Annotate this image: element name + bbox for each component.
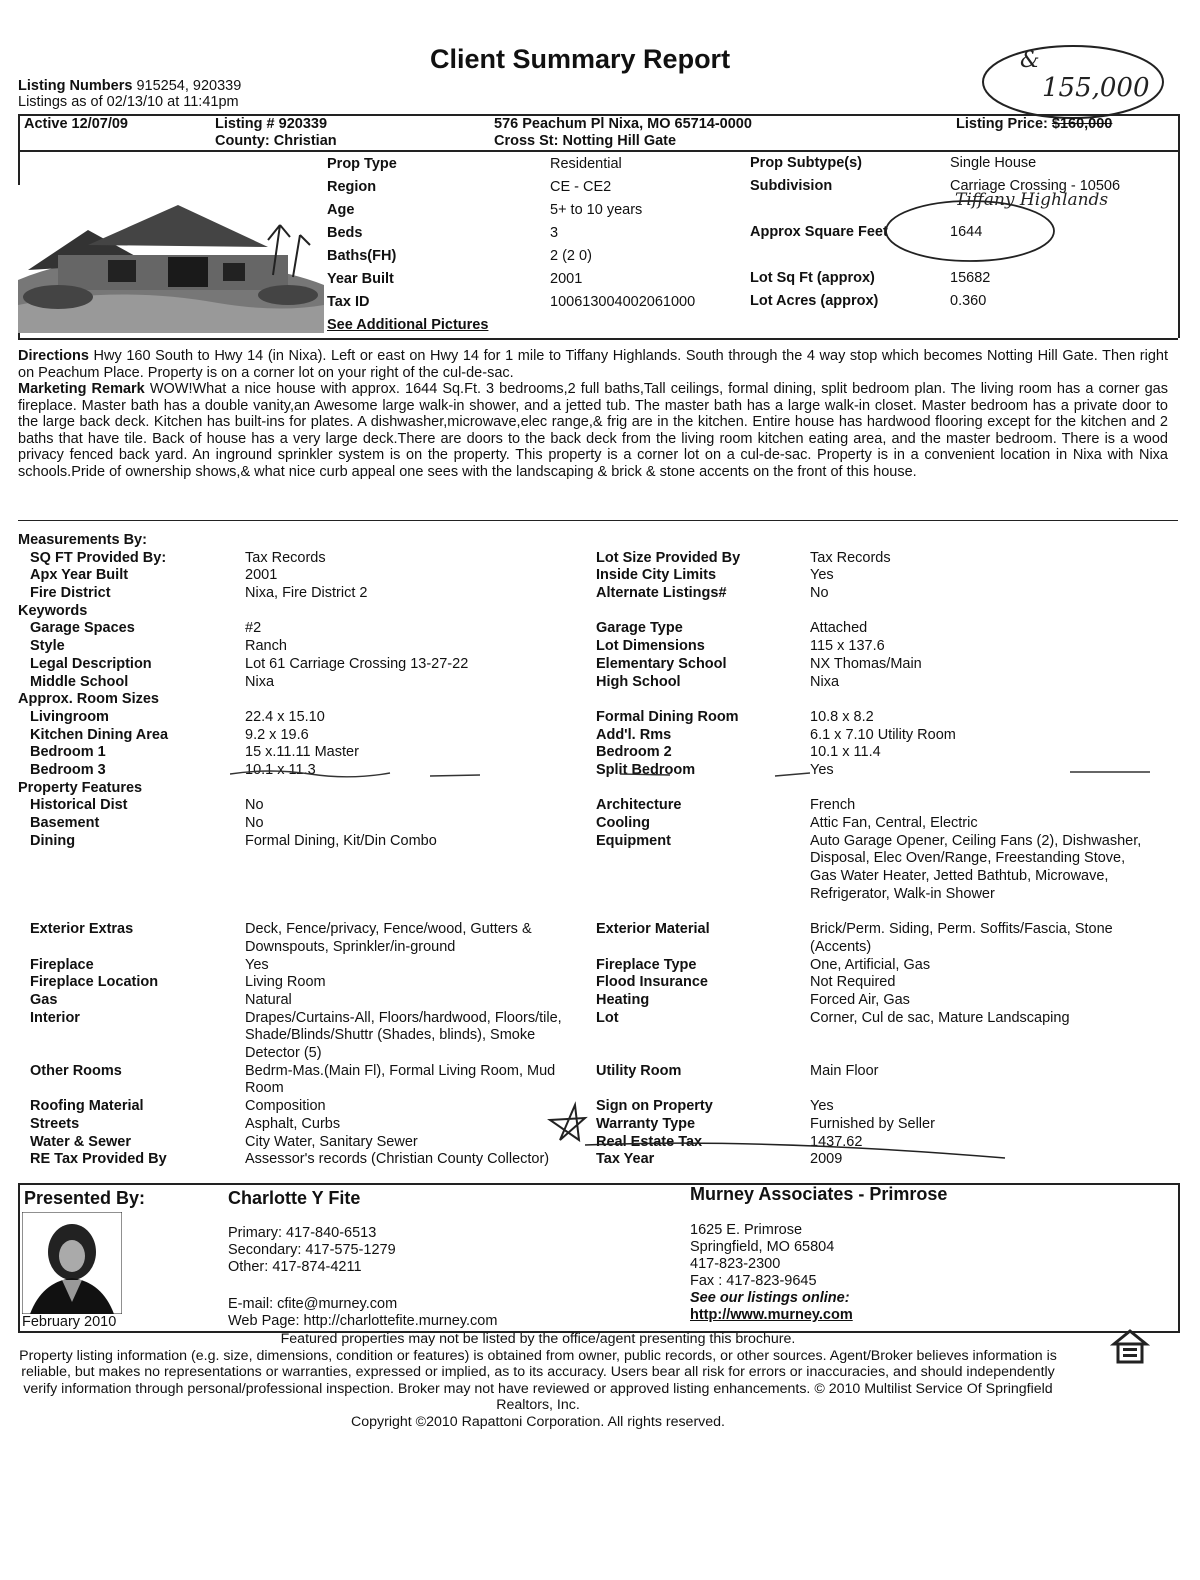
beds-label: Beds [327, 225, 363, 241]
listings-as-of: Listings as of 02/13/10 at 11:41pm [18, 94, 239, 110]
left-value: 2001 [245, 567, 278, 584]
left-value: No [245, 797, 264, 814]
agent-web-link[interactable]: Web Page: http://charlottefite.murney.com [228, 1313, 498, 1329]
left-value: Drapes/Curtains-All, Floors/hardwood, Floors/tile, Shade/Blinds/Shuttr (Shades, blinds), Smoke Detector (5) [245, 1009, 562, 1062]
right-value: Auto Garage Opener, Ceiling Fans (2), Dishwasher, Disposal, Elec Oven/Range, Freestanding Stove, Gas Water Heater, Jetted Bathtub, Microwave, Refrigerator, Walk-in Shower [810, 832, 1142, 902]
left-value: City Water, Sanitary Sewer [245, 1133, 418, 1150]
company-phone: 417-823-2300 [690, 1256, 781, 1272]
left-row [18, 1116, 578, 1134]
handwritten-underline [230, 761, 1180, 780]
left-label: Kitchen Dining Area [30, 726, 169, 743]
right-value: French [810, 797, 856, 814]
right-row [596, 532, 1176, 550]
listing-status: Active 12/07/09 [24, 116, 128, 132]
house-photo[interactable] [18, 185, 324, 333]
left-label: Garage Spaces [30, 620, 135, 637]
report-title: Client Summary Report [430, 44, 731, 74]
overview-spacer-2 [750, 244, 888, 267]
left-label: Livingroom [30, 708, 109, 725]
left-value: 22.4 x 15.10 [245, 708, 325, 725]
left-row [18, 957, 578, 975]
right-row [596, 585, 1176, 603]
region-value: CE - CE2 [550, 179, 612, 195]
right-value: 6.1 x 7.10 Utility Room [810, 726, 956, 743]
prop-subtype-value: Single House [950, 155, 1037, 171]
left-label: Streets [30, 1115, 80, 1132]
lot-sqft-value: 15682 [950, 270, 991, 286]
right-row [596, 603, 1176, 621]
handwritten-sqft-circle [880, 195, 1060, 267]
company-address [690, 1222, 853, 1324]
right-label: Heating [596, 991, 650, 1008]
right-value: 2009 [810, 1151, 843, 1168]
overview-left-values [550, 153, 695, 314]
right-row [596, 744, 1176, 762]
left-label: Middle School [30, 673, 129, 690]
marketing-remark [18, 381, 1168, 480]
footer-copyright: Copyright ©2010 Rapattoni Corporation. All rights reserved. [350, 1414, 725, 1430]
left-label: Approx. Room Sizes [18, 691, 159, 708]
photo-date: February 2010 [22, 1314, 117, 1330]
left-value: 9.2 x 19.6 [245, 726, 309, 743]
right-value: No [810, 585, 829, 602]
left-label: Style [30, 638, 65, 655]
right-value: Furnished by Seller [810, 1115, 935, 1132]
left-row [18, 1134, 578, 1152]
left-label: Property Features [18, 779, 143, 796]
right-value: 10.1 x 11.4 [810, 744, 881, 761]
right-value: Yes [810, 761, 834, 778]
right-value: Attic Fan, Central, Electric [810, 815, 978, 831]
right-label: Utility Room [596, 1062, 682, 1079]
prop-type-label: Prop Type [327, 156, 397, 172]
left-value: Composition [245, 1098, 326, 1115]
listing-price-value: $160,000 [1051, 116, 1113, 132]
right-value: Forced Air, Gas [810, 991, 910, 1008]
left-row [18, 1063, 578, 1098]
right-row [596, 797, 1176, 815]
overview-spacer [750, 198, 888, 221]
left-label: RE Tax Provided By [30, 1151, 167, 1168]
right-label: Add'l. Rms [596, 726, 672, 743]
baths-value: 2 (2 0) [550, 248, 592, 264]
overview-bottom-rule [18, 338, 1178, 340]
right-value: One, Artificial, Gas [810, 956, 931, 973]
right-label: Lot Dimensions [596, 638, 705, 655]
right-row [596, 780, 1176, 798]
left-label: Keywords [18, 602, 88, 619]
remarks-bottom-rule [18, 520, 1178, 521]
right-row [596, 567, 1176, 585]
left-label: SQ FT Provided By: [30, 549, 167, 566]
left-value: Asphalt, Curbs [245, 1115, 341, 1132]
directions [18, 348, 1168, 381]
directions-label: Directions [18, 348, 89, 364]
agent-photo [22, 1212, 122, 1314]
left-row [18, 815, 578, 833]
right-label: Lot [596, 1009, 619, 1026]
lot-acres-label: Lot Acres (approx) [750, 293, 879, 309]
left-row [18, 550, 578, 568]
agent-contact [228, 1296, 497, 1330]
right-label: Fireplace Type [596, 956, 697, 973]
left-label: Apx Year Built [30, 567, 129, 584]
right-value: Main Floor [810, 1062, 879, 1079]
left-row [18, 974, 578, 992]
right-value: Nixa [810, 673, 840, 690]
left-row [18, 691, 578, 709]
tax-id-value: 100613004002061000 [550, 294, 696, 310]
right-label: Split Bedroom [596, 761, 696, 778]
right-row [596, 674, 1176, 692]
right-label: Real Estate Tax [596, 1133, 703, 1150]
see-listings-label: See our listings online: [690, 1290, 850, 1306]
year-built-label: Year Built [327, 271, 394, 287]
right-label: Formal Dining Room [596, 708, 739, 725]
year-built-value: 2001 [550, 271, 583, 287]
see-additional-pictures-link[interactable]: See Additional Pictures [327, 317, 489, 333]
left-value: Nixa [245, 673, 275, 690]
left-row [18, 921, 578, 956]
tax-id-label: Tax ID [327, 294, 370, 310]
lot-sqft-label: Lot Sq Ft (approx) [750, 270, 875, 286]
right-row [596, 727, 1176, 745]
left-row [18, 567, 578, 585]
right-row [596, 620, 1176, 638]
left-value: No [245, 815, 264, 831]
left-row [18, 620, 578, 638]
right-row [596, 656, 1176, 674]
equal-housing-icon [1110, 1326, 1150, 1366]
right-row [596, 815, 1176, 833]
left-row [18, 797, 578, 815]
agent-other-phone: Other: 417-874-4211 [228, 1259, 362, 1275]
right-value: Corner, Cul de sac, Mature Landscaping [810, 1009, 1070, 1026]
left-row [18, 744, 578, 762]
right-value: Not Required [810, 974, 896, 991]
left-label: Roofing Material [30, 1098, 144, 1115]
right-label: Sign on Property [596, 1098, 713, 1115]
listing-number: Listing # 920339 [215, 116, 328, 132]
right-label: Garage Type [596, 620, 683, 637]
footer-disclaimer: Property listing information (e.g. size, dimensions, condition or features) is obtained from owner, public records, or other sources. Agent/Broker believes information is reliable, but makes no representations or warranties, expressed or implied, as to its accuracy. Users bear all risk for errors or inaccuracies, and should independently verify information through personal/professional inspection. Broker may not have reviewed or approved listing enhancements. © 2010 Multilist Service Of Springfield Realtors, Inc. [19, 1348, 1057, 1413]
age-label: Age [327, 202, 355, 218]
right-value: 10.8 x 8.2 [810, 708, 874, 725]
right-row [596, 550, 1176, 568]
subdivision-label: Subdivision [750, 178, 833, 194]
left-row [18, 992, 578, 1010]
left-row [18, 780, 578, 798]
left-label: Bedroom 3 [30, 761, 106, 778]
right-label: Flood Insurance [596, 974, 708, 991]
agent-secondary-phone: Secondary: 417-575-1279 [228, 1242, 396, 1258]
listing-numbers-label: Listing Numbers [18, 78, 133, 94]
left-value: 10.1 x 11.3 [245, 761, 316, 778]
left-value: Tax Records [245, 549, 326, 566]
address: 576 Peachum Pl Nixa, MO 65714-0000 [494, 116, 752, 132]
marketing-label: Marketing Remark [18, 381, 145, 397]
handwritten-price: 155,000 [1042, 73, 1150, 103]
right-value: Yes [810, 1098, 834, 1115]
right-row [596, 992, 1176, 1010]
company-url-link[interactable]: http://www.murney.com [690, 1307, 853, 1323]
left-value: Deck, Fence/privacy, Fence/wood, Gutters & Downspouts, Sprinkler/in-ground [245, 921, 532, 955]
left-row [18, 674, 578, 692]
right-label: Lot Size Provided By [596, 549, 741, 566]
left-row [18, 1151, 578, 1169]
right-row [596, 921, 1176, 956]
beds-value: 3 [550, 225, 559, 241]
left-label: Exterior Extras [30, 921, 134, 938]
left-row [18, 532, 578, 550]
right-label: Cooling [596, 815, 650, 831]
company-address-1: 1625 E. Primrose [690, 1222, 803, 1238]
left-label: Other Rooms [30, 1062, 122, 1079]
listing-numbers-value: 915254, 920339 [136, 78, 242, 94]
right-label: Bedroom 2 [596, 744, 672, 761]
right-value: Brick/Perm. Siding, Perm. Soffits/Fascia, Stone (Accents) [810, 921, 1113, 955]
right-value: 1437.62 [810, 1133, 863, 1150]
left-value: #2 [245, 620, 262, 637]
left-value: Assessor's records (Christian County Collector) [245, 1151, 550, 1168]
agent-name: Charlotte Y Fite [228, 1188, 361, 1208]
left-label: Gas [30, 991, 58, 1008]
listing-numbers [18, 78, 241, 94]
directions-text: Hwy 160 South to Hwy 14 (in Nixa). Left or east on Hwy 14 for 1 mile to Tiffany Highlands. South through the 4 way stop which becomes Notting Hill Gate. Then right on Peachum Place. Property is on a corner lot on your right of the cul-de-sac. [18, 348, 1168, 381]
handwritten-subdivision: Tiffany Highlands [955, 190, 1109, 210]
right-label: Exterior Material [596, 921, 710, 938]
right-label: Architecture [596, 797, 682, 814]
right-label: Inside City Limits [596, 567, 717, 584]
footer-featured: Featured properties may not be listed by the office/agent presenting this brochure. [280, 1331, 796, 1347]
right-value: Yes [810, 567, 834, 584]
company-address-2: Springfield, MO 65804 [690, 1239, 835, 1255]
left-value: Formal Dining, Kit/Din Combo [245, 832, 437, 849]
left-label: Fireplace Location [30, 974, 159, 991]
right-row [596, 1010, 1176, 1063]
left-row [18, 1098, 578, 1116]
agent-primary-phone: Primary: 417-840-6513 [228, 1225, 377, 1241]
company-name: Murney Associates - Primrose [690, 1184, 948, 1204]
right-label: Warranty Type [596, 1115, 696, 1132]
right-row [596, 691, 1176, 709]
left-label: Measurements By: [18, 532, 147, 548]
left-label: Fire District [30, 585, 111, 602]
left-label: Fireplace [30, 956, 94, 973]
left-row [18, 1010, 578, 1063]
left-value: Living Room [245, 974, 326, 991]
right-label: Alternate Listings# [596, 585, 727, 602]
right-label: Elementary School [596, 655, 727, 672]
region-label: Region [327, 179, 377, 195]
right-label: Equipment [596, 832, 671, 849]
left-value: Nixa, Fire District 2 [245, 585, 368, 602]
left-value: Bedrm-Mas.(Main Fl), Formal Living Room, Mud Room [245, 1062, 556, 1097]
right-row [596, 974, 1176, 992]
listing-price-label: Listing Price: [956, 116, 1048, 132]
left-label: Water & Sewer [30, 1133, 131, 1150]
county: County: Christian [215, 133, 337, 149]
handwritten-star [545, 1100, 1015, 1160]
left-label: Historical Dist [30, 797, 128, 814]
prop-type-value: Residential [550, 156, 622, 172]
handwritten-mark: & [1020, 48, 1040, 73]
prop-subtype-label: Prop Subtype(s) [750, 155, 862, 171]
sqft-value: 1644 [950, 224, 983, 240]
cross-street: Cross St: Notting Hill Gate [494, 133, 677, 149]
right-row [596, 638, 1176, 656]
overview-left [327, 153, 488, 337]
subdivision-value: Carriage Crossing - 10506 [950, 178, 1121, 194]
lot-acres-value: 0.360 [950, 293, 987, 309]
right-label: High School [596, 673, 681, 690]
age-value: 5+ to 10 years [550, 202, 643, 218]
left-value: Yes [245, 956, 269, 973]
left-value: Ranch [245, 638, 287, 655]
left-label: Bedroom 1 [30, 744, 106, 761]
right-value: 115 x 137.6 [810, 638, 885, 655]
right-label: Tax Year [596, 1151, 655, 1168]
left-row [18, 727, 578, 745]
company-fax: Fax : 417-823-9645 [690, 1273, 817, 1289]
agent-box [18, 1183, 1180, 1333]
right-value: NX Thomas/Main [810, 655, 922, 672]
left-label: Dining [30, 832, 76, 849]
right-value: Attached [810, 620, 868, 637]
details-left [18, 532, 578, 1169]
baths-label: Baths(FH) [327, 248, 397, 264]
right-row [596, 1063, 1176, 1098]
left-value: 15 x.11.11 Master [245, 744, 359, 761]
left-value: Lot 61 Carriage Crossing 13-27-22 [245, 655, 469, 672]
left-row [18, 603, 578, 621]
left-label: Interior [30, 1009, 80, 1026]
left-row [18, 656, 578, 674]
left-row [18, 833, 578, 922]
left-label: Basement [30, 815, 100, 831]
marketing-text: WOW!What a nice house with approx. 1644 Sq.Ft. 3 bedrooms,2 full baths,Tall ceilings, formal dining, split bedroom plan. The living room has a corner gas fireplace. Master bath has a double vanity,an Awesome large walk-in shower, and a jetted tub. The master bath has a large walk-in closet. Master bedroom has a private door to the large back deck. Kitchen has built-ins for plates. A dishwasher,microwave,elec range,& frig are in the kitchen. Entire house has hardwood flooring except for the kitchen and 2 baths that have tile. Back of house has a very large deck.There are doors to the back deck from the living room kitchen eating area, and the master bedroom. There is a wood privacy fenced back yard. An inground sprinkler system is on the property. This property is a corner lot on a cul-de-sac. Property is in a convenient location in Nixa with Nixa schools.Pride of ownership shows,& what nice curb appeal one sees with the landscaping & brick & stone accents on the front of this house. [18, 381, 1168, 480]
agent-email-link[interactable]: E-mail: cfite@murney.com [228, 1296, 398, 1312]
right-value: Tax Records [810, 549, 891, 566]
sqft-label: Approx Square Feet [750, 224, 888, 240]
left-label: Legal Description [30, 655, 152, 672]
left-value: Natural [245, 991, 292, 1008]
details-right [596, 532, 1176, 1169]
overview-right [750, 152, 888, 313]
right-row [596, 833, 1176, 922]
right-row [596, 957, 1176, 975]
left-row [18, 585, 578, 603]
listing-price [956, 116, 1112, 132]
agent-phones [228, 1225, 396, 1276]
presented-by: Presented By: [24, 1188, 146, 1208]
left-row [18, 709, 578, 727]
right-row [596, 709, 1176, 727]
left-row [18, 638, 578, 656]
